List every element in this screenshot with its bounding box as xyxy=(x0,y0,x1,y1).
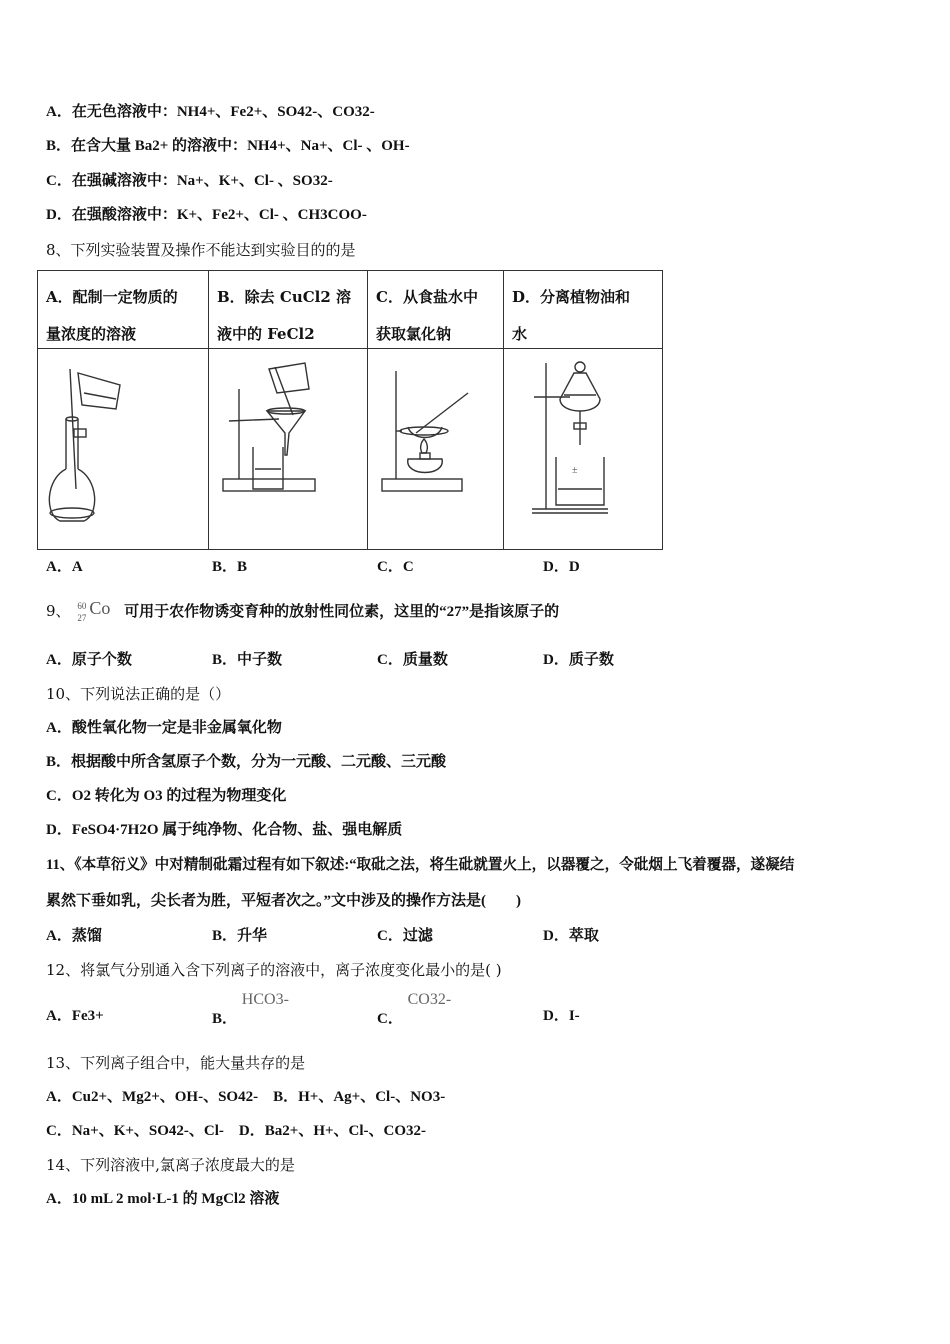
q8-header-d: D．分离植物油和 水 xyxy=(512,288,631,343)
svg-text:±: ± xyxy=(572,465,578,476)
q8-header-a: A．配制一定物质的 量浓度的溶液 xyxy=(46,288,178,343)
carbonate-formula: CO32- xyxy=(407,991,452,1008)
q11-option-c: C．过滤 xyxy=(377,928,433,944)
q12-stem: 12、将氯气分别通入含下列离子的溶液中，离子浓度变化最小的是( ) xyxy=(46,961,502,979)
q8-apparatus-table xyxy=(37,270,663,550)
q7-option-a-ions: NH4+、Fe2+、SO42-、CO32- xyxy=(176,104,375,120)
q7-option-d-ions: K+、Fe2+、Cl- 、CH3COO- xyxy=(176,207,367,223)
q8-option-a: A．A xyxy=(46,559,83,575)
q11-stem-line2: 累然下垂如乳，尖长者为胜，平短者次之。”文中涉及的操作方法是( ) xyxy=(46,893,521,909)
q8-header-c: C．从食盐水中 获取氯化钠 xyxy=(376,288,478,343)
q11-stem-line1: 11、《本草衍义》中对精制砒霜过程有如下叙述:“取砒之法，将生砒就置火上，以器覆之，令砒烟上飞着覆器，遂凝结 xyxy=(46,857,795,873)
q12-option-d: D．I- xyxy=(543,1008,580,1024)
q8-option-b: B．B xyxy=(212,559,248,575)
filtration-setup-figure xyxy=(209,349,367,545)
q8-figure-a xyxy=(38,349,209,550)
bicarbonate-formula: HCO3- xyxy=(241,991,289,1008)
q11-option-b: B．升华 xyxy=(212,928,268,944)
volumetric-flask-pouring-figure xyxy=(38,349,208,545)
q13-options-ab: A．Cu2+、Mg2+、OH-、SO42- B．H+、Ag+、Cl-、NO3- xyxy=(46,1089,446,1105)
separatory-funnel-figure xyxy=(504,349,662,545)
q11-option-d: D．萃取 xyxy=(543,928,599,944)
q9-option-c: C．质量数 xyxy=(377,652,448,668)
q10-option-d: D．FeSO4·7H2O 属于纯净物、化合物、盐、强电解质 xyxy=(46,822,403,838)
q7-option-c-ions: Na+、K+、Cl- 、SO32- xyxy=(176,173,333,189)
q13-options-cd: C．Na+、K+、SO42-、Cl- D．Ba2+、H+、Cl-、CO32- xyxy=(46,1123,427,1139)
q14-option-a: A．10 mL 2 mol·L-1 的 MgCl2 溶液 xyxy=(46,1191,280,1207)
cobalt-isotope-symbol: 60 27 Co xyxy=(77,598,111,623)
q8-header-b: B．除去 CuCl2 溶 液中的 FeCl2 xyxy=(217,288,352,343)
q8-figure-c xyxy=(368,349,504,550)
q8-option-d: D．D xyxy=(543,559,580,575)
q10-option-a: A．酸性氧化物一定是非金属氧化物 xyxy=(46,720,282,736)
q12-option-b: B． HCO3- xyxy=(212,994,294,1024)
q7-option-a: A．在无色溶液中：NH4+、Fe2+、SO42-、CO32- xyxy=(46,104,375,120)
q12-option-a: A．Fe3+ xyxy=(46,1008,104,1024)
q9-option-a: A．原子个数 xyxy=(46,652,132,668)
evaporation-setup-figure xyxy=(368,349,503,545)
q8-option-c: C．C xyxy=(377,559,414,575)
q10-stem: 10、下列说法正确的是（） xyxy=(46,685,231,703)
q9-stem-line: 9、 60 27 Co 可用于农作物诱变育种的放射性同位素，这里的“27”是指该原子的 xyxy=(46,598,559,626)
q14-stem: 14、下列溶液中,氯离子浓度最大的是 xyxy=(46,1156,295,1174)
q13-stem: 13、下列离子组合中，能大量共存的是 xyxy=(46,1054,306,1072)
q10-option-b: B．根据酸中所含氢原子个数，分为一元酸、二元酸、三元酸 xyxy=(46,754,447,770)
q10-option-c: C．O2 转化为 O3 的过程为物理变化 xyxy=(46,788,287,804)
q7-option-d: D．在强酸溶液中：K+、Fe2+、Cl- 、CH3COO- xyxy=(46,207,367,223)
q7-option-b-ions: NH4+、Na+、Cl- 、OH- xyxy=(247,138,410,154)
q9-option-b: B．中子数 xyxy=(212,652,283,668)
q12-option-c: C． CO32- xyxy=(377,994,460,1024)
q8-figure-b xyxy=(209,349,368,550)
q11-option-a: A．蒸馏 xyxy=(46,928,102,944)
q8-figure-d xyxy=(504,349,663,550)
q7-option-b: B．在含大量 Ba2+ 的溶液中：NH4+、Na+、Cl- 、OH- xyxy=(46,138,410,154)
q8-stem: 8、下列实验装置及操作不能达到实验目的的是 xyxy=(46,241,356,259)
q9-option-d: D．质子数 xyxy=(543,652,614,668)
q7-option-c: C．在强碱溶液中：Na+、K+、Cl- 、SO32- xyxy=(46,173,333,189)
